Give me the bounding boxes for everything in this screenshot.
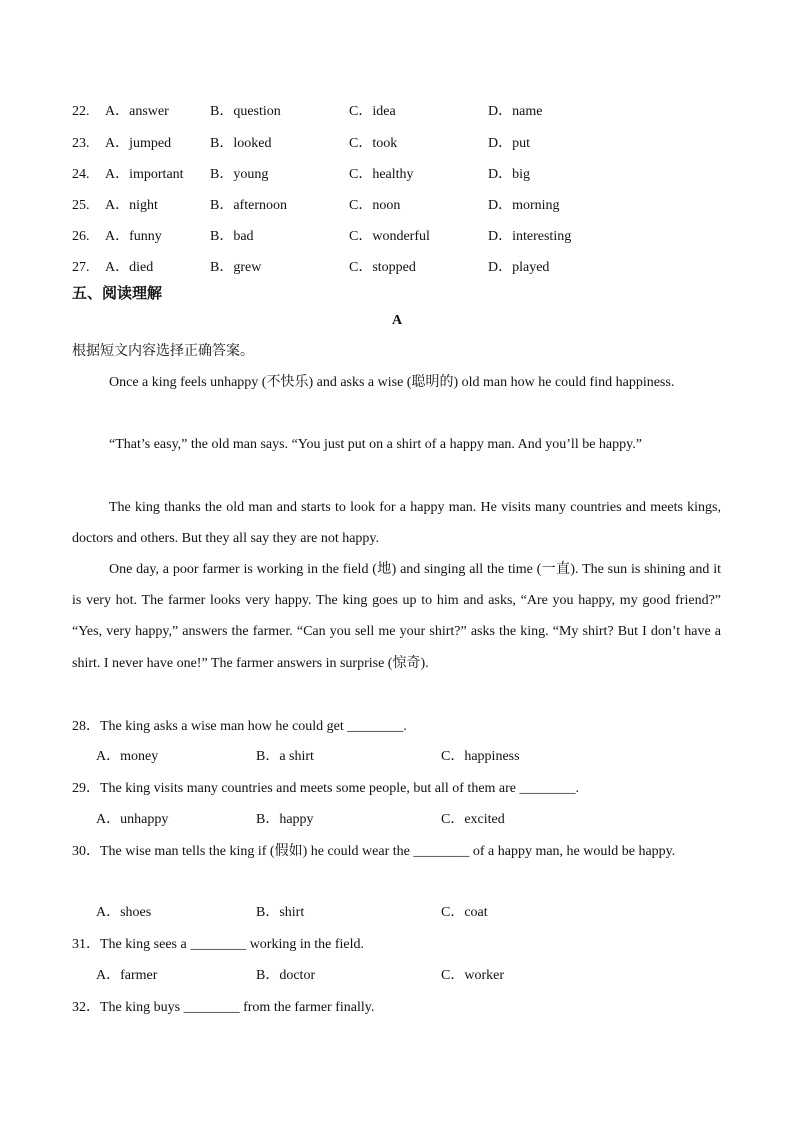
passage-paragraph: “That’s easy,” the old man says. “You just put on a shirt of a happy man. And you’ll be happy.” bbox=[109, 437, 642, 452]
question-number: 26. bbox=[72, 229, 90, 244]
option-row-26 bbox=[72, 227, 732, 247]
option-b: B．bad bbox=[210, 229, 254, 244]
option-d: D．played bbox=[488, 260, 550, 275]
choice-c: C．excited bbox=[441, 812, 505, 827]
option-d: D．put bbox=[488, 136, 530, 151]
option-a: A．died bbox=[105, 260, 154, 275]
question-number: 25. bbox=[72, 198, 90, 213]
choice-b: B．doctor bbox=[256, 968, 316, 983]
option-a: A．night bbox=[105, 198, 158, 213]
choices-29 bbox=[96, 809, 656, 831]
option-row-22 bbox=[72, 102, 732, 122]
choice-b: B．shirt bbox=[256, 905, 305, 920]
section-title: 五、阅读理解 bbox=[72, 286, 163, 302]
option-c: C．took bbox=[349, 136, 398, 151]
option-a: A．jumped bbox=[105, 136, 172, 151]
option-b: B．question bbox=[210, 104, 281, 119]
choice-a: A．unhappy bbox=[96, 812, 169, 827]
question-30: 30．The wise man tells the king if (假如) he could wear the ________ of a happy man, he would be happy. bbox=[72, 844, 676, 859]
option-b: B．young bbox=[210, 167, 269, 182]
option-b: B．grew bbox=[210, 260, 262, 275]
choice-b: B．happy bbox=[256, 812, 314, 827]
passage-paragraph: The king thanks the old man and starts to look for a happy man. He visits many countries and meets kings, doctors and others. But they all say they are not happy. bbox=[72, 500, 721, 547]
option-b: B．looked bbox=[210, 136, 272, 151]
option-c: C．wonderful bbox=[349, 229, 430, 244]
passage-letter: A bbox=[391, 313, 403, 328]
option-row-25 bbox=[72, 196, 732, 216]
option-a: A．funny bbox=[105, 229, 162, 244]
choice-c: C．coat bbox=[441, 905, 488, 920]
option-d: D．name bbox=[488, 104, 543, 119]
passage-paragraph: One day, a poor farmer is working in the field (地) and singing all the time (一直). The sun is shining and it is very hot. The farmer looks very happy. The king goes up to him and asks, “Are you happy, my good friend?” “Yes, very happy,” answers the farmer. “Can you sell me your shirt?” asks the king. “My shirt? But I don’t have a shirt. I never have one!” The farmer answers in surprise (惊奇). bbox=[72, 562, 721, 671]
question-number: 22. bbox=[72, 104, 90, 119]
option-row-24 bbox=[72, 165, 732, 185]
choices-31 bbox=[96, 965, 656, 987]
instruction: 根据短文内容选择正确答案。 bbox=[72, 344, 254, 359]
option-a: A．important bbox=[105, 167, 184, 182]
question-29: 29．The king visits many countries and meets some people, but all of them are ________. bbox=[72, 781, 580, 796]
passage-paragraph: Once a king feels unhappy (不快乐) and asks a wise (聪明的) old man how he could find happiness. bbox=[109, 375, 675, 390]
choice-a: A．money bbox=[96, 749, 159, 764]
choice-c: C．happiness bbox=[441, 749, 520, 764]
question-32: 32．The king buys ________ from the farmer finally. bbox=[72, 1000, 375, 1015]
option-d: D．big bbox=[488, 167, 530, 182]
question-number: 27. bbox=[72, 260, 90, 275]
choice-c: C．worker bbox=[441, 968, 504, 983]
choice-a: A．farmer bbox=[96, 968, 158, 983]
option-d: D．interesting bbox=[488, 229, 572, 244]
choices-30 bbox=[96, 902, 656, 924]
option-c: C．noon bbox=[349, 198, 401, 213]
option-c: C．idea bbox=[349, 104, 396, 119]
option-c: C．healthy bbox=[349, 167, 414, 182]
question-28: 28．The king asks a wise man how he could get ________. bbox=[72, 719, 407, 734]
option-a: A．answer bbox=[105, 104, 169, 119]
option-c: C．stopped bbox=[349, 260, 416, 275]
choice-b: B．a shirt bbox=[256, 749, 314, 764]
option-d: D．morning bbox=[488, 198, 560, 213]
choices-28 bbox=[96, 746, 656, 768]
question-number: 23. bbox=[72, 136, 90, 151]
option-row-27 bbox=[72, 258, 732, 278]
question-31: 31．The king sees a ________ working in the field. bbox=[72, 937, 365, 952]
option-b: B．afternoon bbox=[210, 198, 287, 213]
choice-a: A．shoes bbox=[96, 905, 152, 920]
option-row-23 bbox=[72, 134, 732, 154]
question-number: 24. bbox=[72, 167, 90, 182]
